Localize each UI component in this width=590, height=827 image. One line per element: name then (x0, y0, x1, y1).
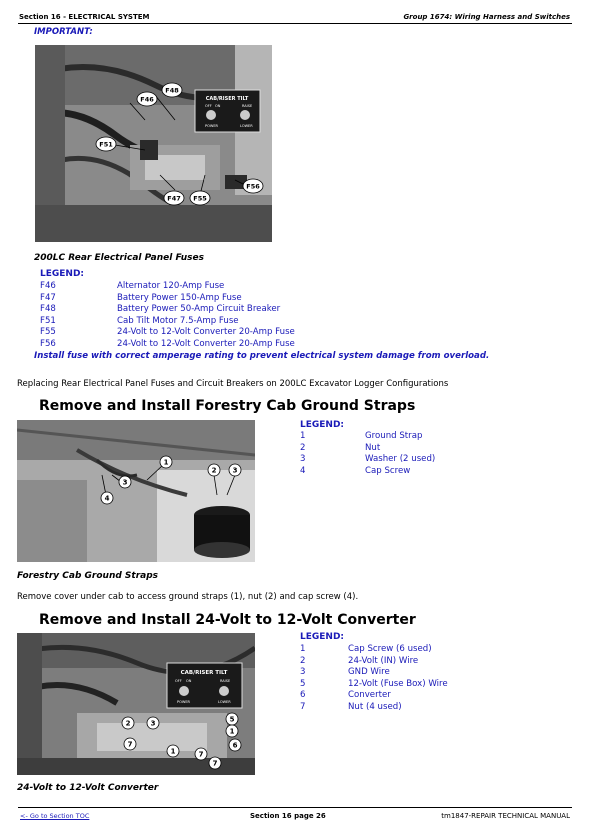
panel-raise-label: RAISE (242, 104, 253, 108)
callout-f47: F47 (167, 194, 181, 203)
section-title: Section 16 - ELECTRICAL SYSTEM (19, 13, 150, 21)
important-label: IMPORTANT: (34, 27, 93, 37)
straps-body: Remove cover under cab to access ground straps (1), nut (2) and cap screw (4). (17, 592, 359, 602)
rear-electrical-panel-photo (35, 45, 272, 242)
callout-f55: F55 (193, 194, 207, 203)
converter-photo (17, 633, 255, 775)
converter-panel-on-label: ON (186, 679, 192, 683)
callout-5: 5 (229, 715, 235, 724)
ground-straps-heading: Remove and Install Forestry Cab Ground Straps (39, 398, 416, 414)
callout-6: 6 (232, 741, 238, 750)
panel-off-label: OFF (205, 104, 212, 108)
footer-rule (18, 807, 572, 808)
callout-3: 3 (232, 466, 238, 475)
straps-legend: 1 Ground Strap 2 Nut 3 Washer (2 used) 4 Cap Screw (300, 431, 436, 476)
section-toc-link[interactable]: <- Go to Section TOC (20, 812, 90, 820)
callout-7b: 7 (212, 759, 218, 768)
fuse-warning: Install fuse with correct amperage rating to prevent electrical system damage from overload. (34, 351, 490, 361)
callout-4: 4 (104, 494, 110, 503)
callout-1b: 1 (229, 727, 235, 736)
callout-f46: F46 (140, 95, 154, 104)
panel-power-label: POWER (205, 124, 218, 128)
converter-legend: 1 Cap Screw (6 used) 2 24-Volt (IN) Wire 3 GND Wire 5 12-Volt (Fuse Box) Wire 6 Converter 7 Nut (4 used) (300, 644, 448, 712)
converter-legend-title: LEGEND: (300, 632, 345, 642)
cab-riser-tilt-panel (195, 90, 260, 132)
converter-panel-raise-label: RAISE (220, 679, 231, 683)
straps-caption: Forestry Cab Ground Straps (17, 571, 159, 581)
straps-legend-title: LEGEND: (300, 420, 345, 430)
manual-title: tm1847-REPAIR TECHNICAL MANUAL (441, 812, 570, 820)
converter-panel-off-label: OFF (175, 679, 182, 683)
converter-panel (167, 663, 242, 708)
callout-2: 2 (211, 466, 217, 475)
callout-7c: 7 (198, 750, 204, 759)
fuses-caption: 200LC Rear Electrical Panel Fuses (34, 253, 204, 263)
panel-on-label: ON (215, 104, 221, 108)
callout-f48: F48 (165, 86, 179, 95)
callout-3b: 3 (122, 478, 128, 487)
callout-f51: F51 (99, 140, 113, 149)
ground-straps-photo (17, 420, 255, 562)
header-rule (18, 23, 572, 24)
callout-1a: 1 (170, 747, 176, 756)
callout-2: 2 (125, 719, 131, 728)
converter-panel-title: CAB/RISER TILT (180, 670, 228, 676)
panel-lower-label: LOWER (240, 124, 253, 128)
converter-caption: 24-Volt to 12-Volt Converter (17, 783, 159, 793)
page-number: Section 16 page 26 (250, 812, 326, 820)
fuses-legend: F46 Alternator 120-Amp Fuse F47 Battery Power 150-Amp Fuse F48 Battery Power 50-Amp Circuit Breaker F51 Cab Tilt Motor 7.5-Amp Fuse F55 24-Volt to 12-Volt Converter 20-Amp Fuse F56 24-Volt to 12-Volt Converter 20-Amp Fuse (40, 281, 295, 349)
converter-panel-lower-label: LOWER (218, 700, 231, 704)
callout-3: 3 (150, 719, 156, 728)
callout-f56: F56 (246, 182, 260, 191)
fuses-legend-title: LEGEND: (40, 269, 85, 279)
callout-1: 1 (163, 458, 169, 467)
panel-title: CAB/RISER TILT (205, 96, 249, 102)
fuses-summary: Replacing Rear Electrical Panel Fuses and Circuit Breakers on 200LC Excavator Logger Configurations (17, 379, 449, 389)
converter-panel-power-label: POWER (177, 700, 190, 704)
callout-7a: 7 (127, 740, 133, 749)
group-title: Group 1674: Wiring Harness and Switches (403, 13, 570, 21)
converter-heading: Remove and Install 24-Volt to 12-Volt Converter (39, 612, 416, 628)
